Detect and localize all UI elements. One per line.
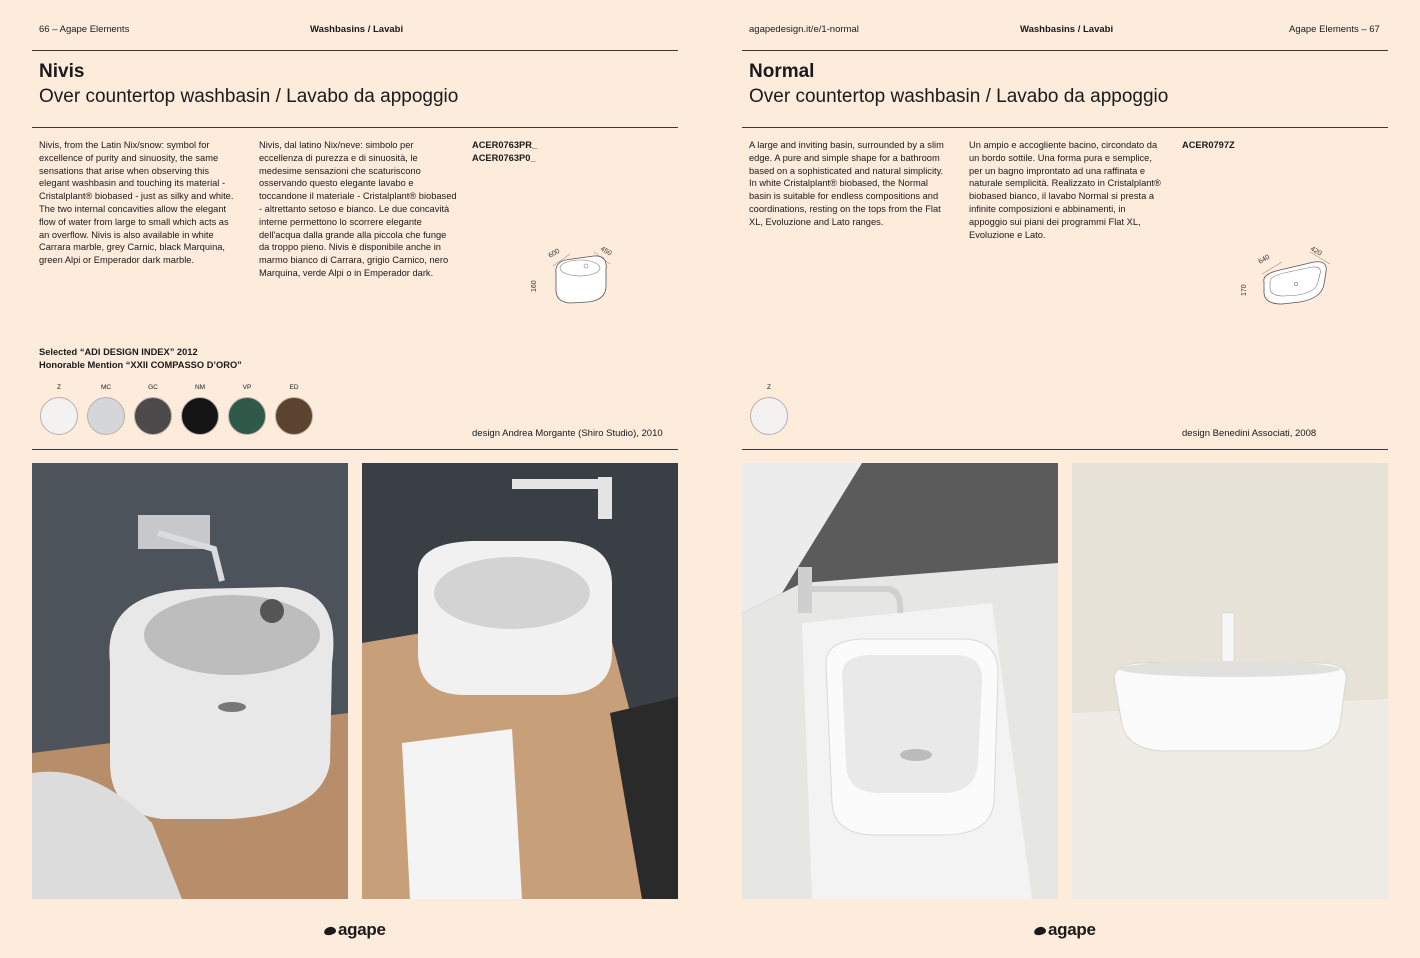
photo-rule: [742, 449, 1388, 450]
dimension-width: 640: [1257, 253, 1272, 266]
design-credit-normal: design Benedini Associati, 2008: [1182, 428, 1317, 439]
product-title-nivis: Nivis: [39, 61, 85, 82]
product-title-normal: Normal: [749, 61, 815, 82]
product-codes-nivis: [472, 139, 537, 165]
design-credit-nivis: design Andrea Morgante (Shiro Studio), 2010: [472, 428, 663, 439]
dimension-height: 170: [1241, 284, 1248, 296]
dimension-height: 160: [531, 280, 538, 292]
swatch-label: Z: [57, 384, 61, 391]
dimension-diagram-normal: [1230, 240, 1350, 310]
swatch-white: [750, 397, 788, 435]
photo-nivis-countertop: [362, 463, 678, 899]
swatch-grey-carnic: [87, 397, 125, 435]
product-code: ACER0763PR_: [472, 140, 538, 150]
title-rule: [742, 127, 1388, 128]
dimension-depth: 420: [1309, 245, 1323, 258]
product-code: ACER0797Z: [1182, 140, 1235, 150]
product-code: ACER0763P0_: [472, 152, 536, 163]
agape-logo-text: agape: [338, 920, 386, 939]
title-rule: [32, 127, 678, 128]
awards-nivis: [39, 346, 242, 372]
dimension-depth: 450: [599, 245, 613, 258]
agape-logo: [324, 920, 386, 940]
agape-logo-mark-icon: [1033, 926, 1046, 936]
agape-logo: [1034, 920, 1096, 940]
swatch-label: Z: [767, 384, 771, 391]
swatch-label: GC: [148, 384, 158, 391]
swatch-label: MC: [100, 384, 112, 391]
description-english-nivis: Nivis, from the Latin Nix/snow: symbol for excellence of purity and sinuosity, the same sensations that arise when observing this elegant washbasin and touching its material - Cristalplant® biobased - just as silky and white. The two internal concavities allow the elegant flow of water from large to small which acts as an overflow. Nivis is also available in white Carrara marble, grey Carnic, black Marquina, green Alpi or Emperador dark marble.: [39, 140, 234, 266]
swatch-label: VP: [242, 384, 252, 391]
photo-normal-basin-image: [742, 463, 1058, 899]
swatch-grey-marble: [134, 397, 172, 435]
swatch-label: NM: [194, 384, 206, 391]
agape-logo-text: agape: [1048, 920, 1096, 939]
photo-nivis-countertop-image: [362, 463, 678, 899]
swatch-label: ED: [289, 384, 299, 391]
swatch-emperador-dark: [275, 397, 313, 435]
photo-normal-countertop: [1072, 463, 1388, 899]
description-italian-normal: Un ampio e accogliente bacino, circondato da un bordo sottile. Una forma pura e semplice, per un bagno improntato ad una raffinata e naturale semplicità. Realizzato in Cristalplant® biobased bianco, il lavabo Normal si presta a infinite composizioni e abbinamenti, in appoggio sui piani dei programmi Flat XL, Evoluzione e Lato.: [969, 140, 1161, 240]
swatch-black-marquina: [181, 397, 219, 435]
photo-nivis-basin-image: [32, 463, 348, 899]
header-rule: [742, 50, 1388, 51]
swatch-green-alpi: [228, 397, 266, 435]
description-english-normal: A large and inviting basin, surrounded by a slim edge. A pure and simple shape for a bathroom based on a sophisticated and natural simplicity. In white Cristalplant® biobased, the Normal basin is suitable for endless compositions and coordinations, resting on the tops from the Flat XL, Evoluzione and Lato ranges.: [749, 140, 944, 227]
product-subtitle-nivis: Over countertop washbasin / Lavabo da appoggio: [39, 86, 459, 107]
section-header-right: Washbasins / Lavabi: [1020, 24, 1114, 35]
header-rule: [32, 50, 678, 51]
award-adi-design-index: Selected “ADI DESIGN INDEX” 2012: [39, 347, 198, 357]
description-italian-nivis: Nivis, dal latino Nix/neve: simbolo per eccellenza di purezza e di sinuosità, le medesime sensazioni che scaturiscono osservando questo elegante lavabo e toccandone il materiale - Cristalplant® biobased - altrettanto setoso e bianco. Le due concavità interne permettono lo scorrere elegante dell'acqua dalla grande alla piccola che funge da troppo pieno. Nivis è disponibile anche in marmo bianco di Carrara, grigio Carnico, nero Marquina, verde Alpi o in Emperador dark.: [259, 140, 457, 278]
photo-nivis-basin: [32, 463, 348, 899]
award-compasso-doro: Honorable Mention “XXII COMPASSO D’ORO”: [39, 360, 242, 370]
section-header-left: Washbasins / Lavabi: [310, 24, 404, 35]
photo-rule: [32, 449, 678, 450]
dimension-width: 600: [547, 247, 562, 260]
swatch-white: [40, 397, 78, 435]
agape-logo-mark-icon: [323, 926, 336, 936]
page-url: agapedesign.it/e/1-normal: [749, 24, 859, 35]
page-number-left: 66 – Agape Elements: [39, 24, 130, 35]
photo-normal-basin: [742, 463, 1058, 899]
photo-normal-countertop-image: [1072, 463, 1388, 899]
dimension-diagram-nivis: [520, 240, 640, 310]
product-codes-normal: [1182, 139, 1235, 152]
product-subtitle-normal: Over countertop washbasin / Lavabo da appoggio: [749, 86, 1169, 107]
right-page: [710, 0, 1420, 958]
page-number-right: Agape Elements – 67: [1289, 24, 1380, 35]
